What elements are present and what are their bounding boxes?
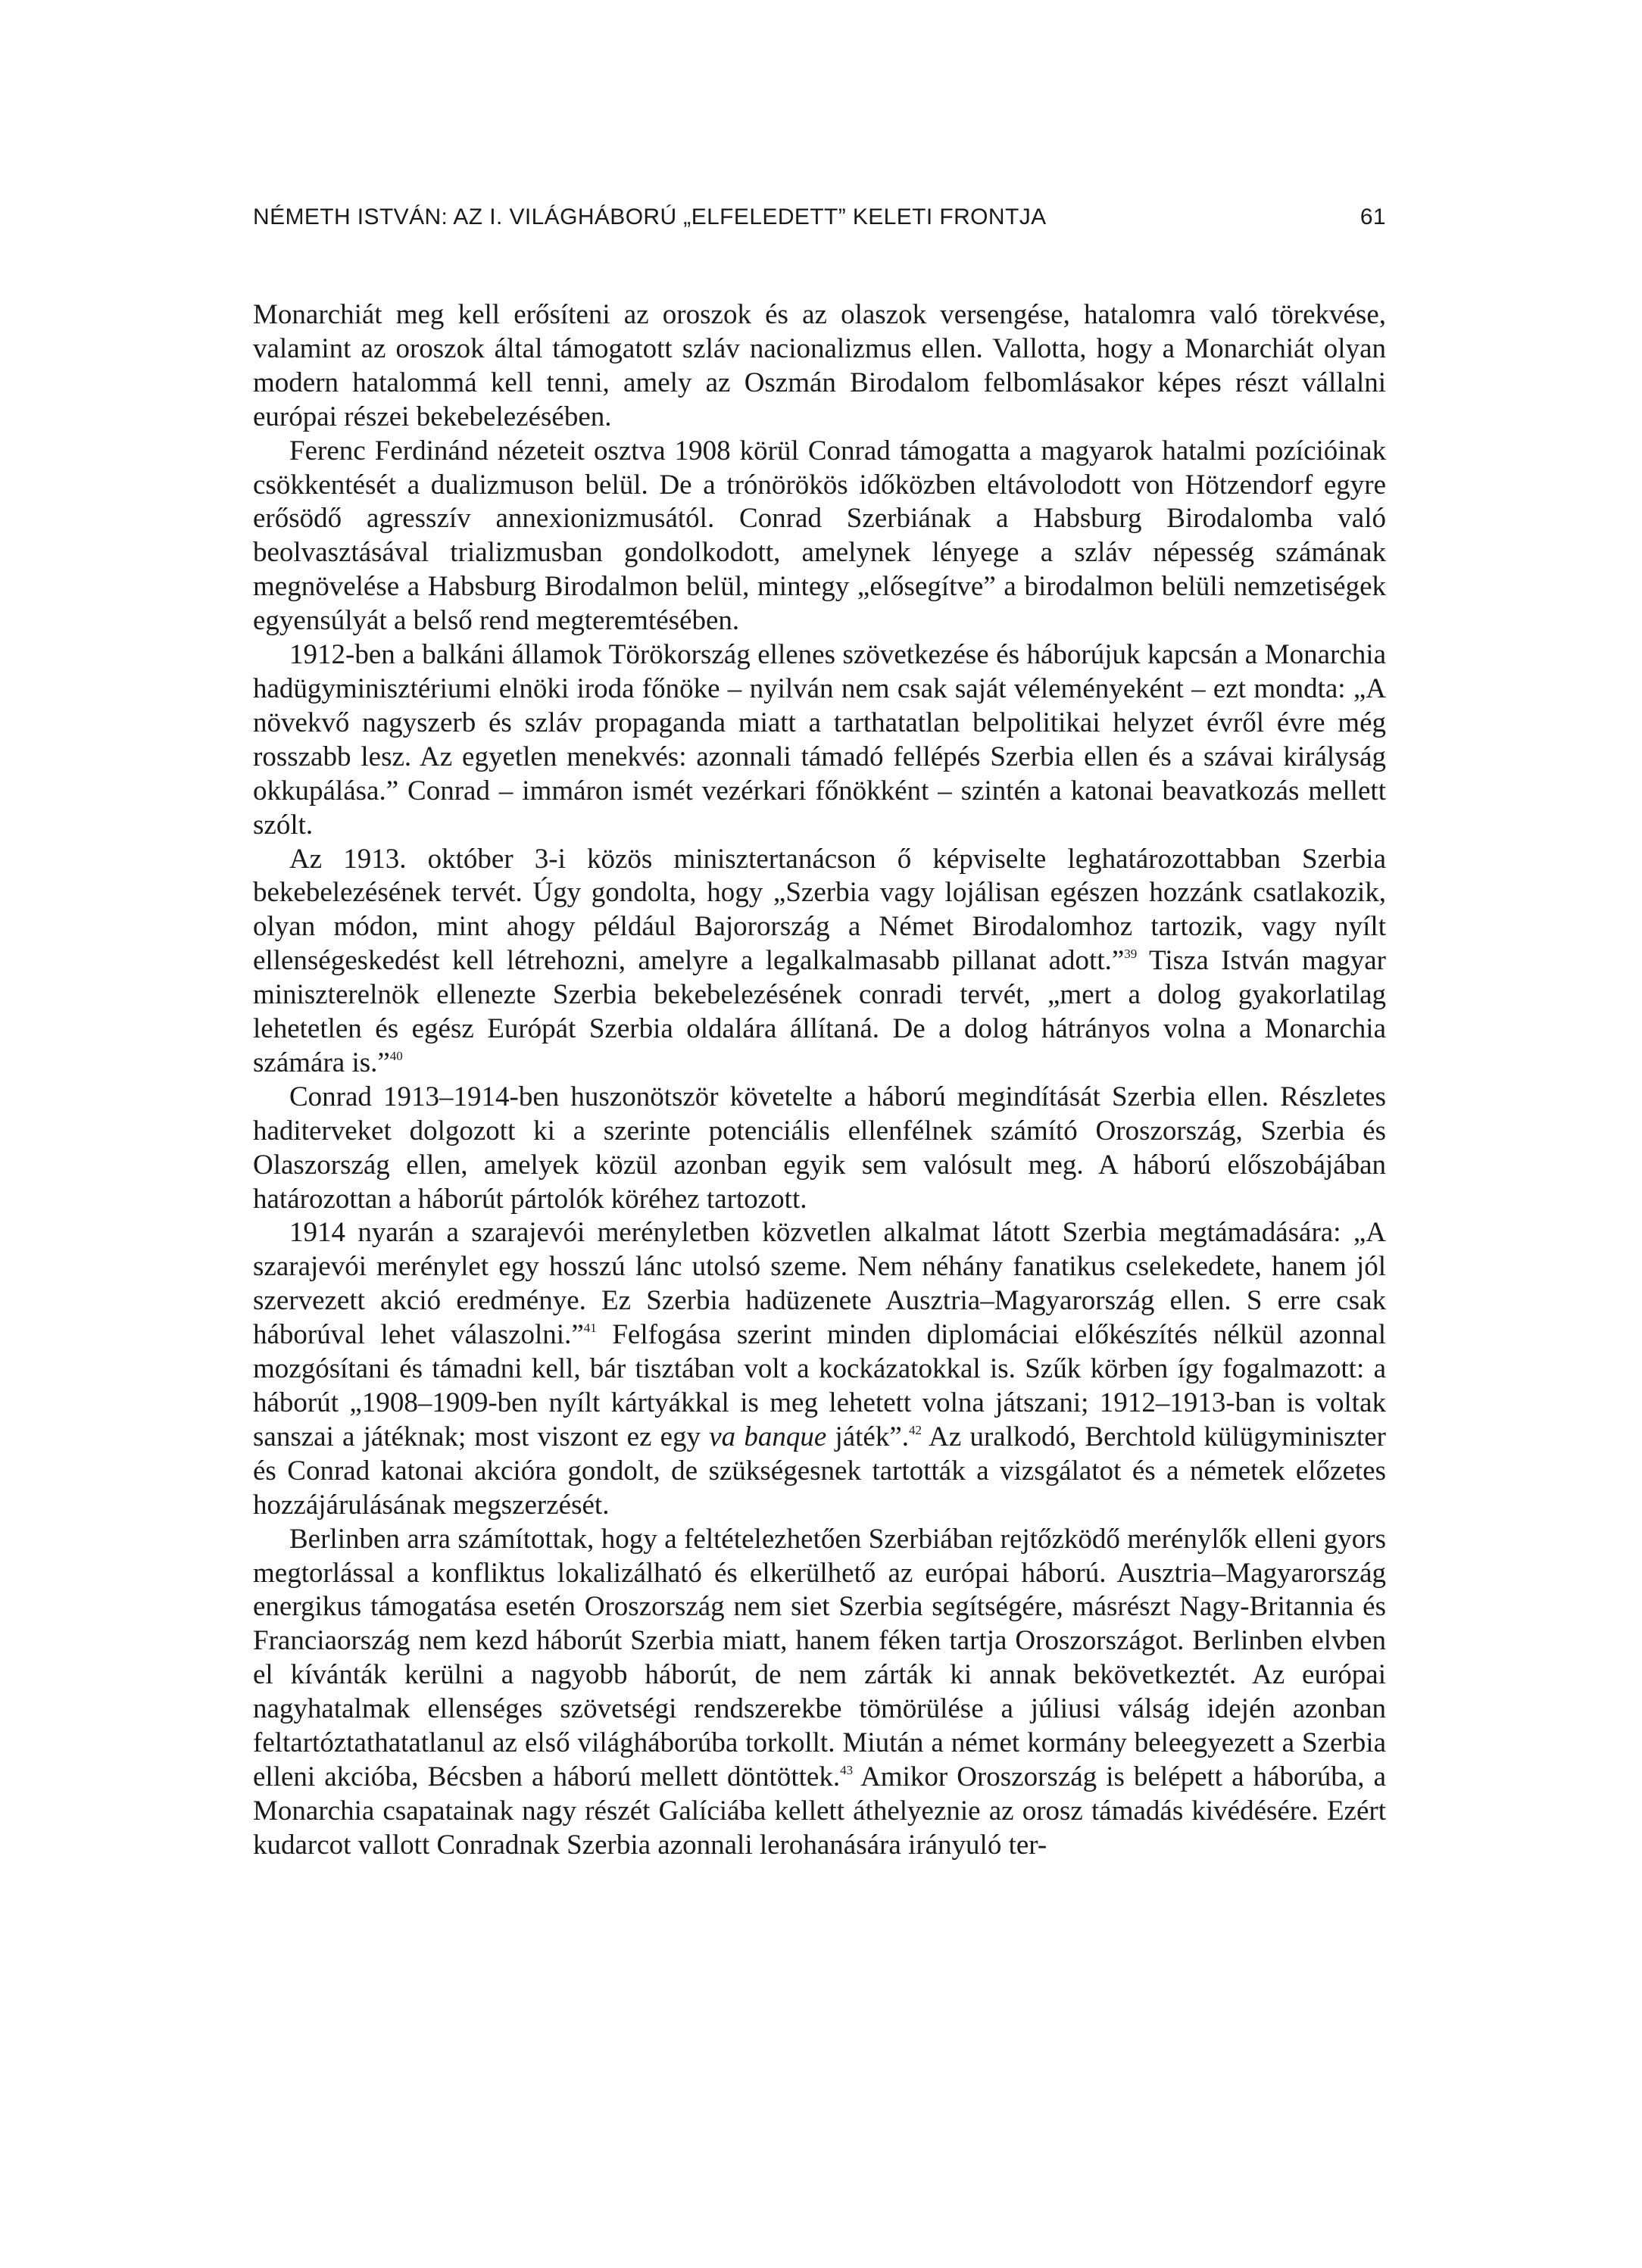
footnote-ref: 41 (583, 1321, 597, 1336)
paragraph-text: Conrad 1913–1914-ben huszonötször követelte a háború megindítását Szerbia ellen. Részletes haditerveket dolgozott ki a szerinte potenciális ellenfélnek számító Oroszország, Szerbia és Olaszország ellen, amelyek közül azonban egyik sem valósult meg. A háború előszobájában határozottan a háborút pártolók köréhez tartozott. (253, 1081, 1386, 1215)
paragraph (253, 435, 1386, 638)
paragraph-text: Ferenc Ferdinánd nézeteit osztva 1908 körül Conrad támogatta a magyarok hatalmi pozícióinak csökkentését a dualizmuson belül. De a trónörökös időközben eltávolodott von Hötzendorf egyre erősödő agresszív annexionizmusától. Conrad Szerbiának a Habsburg Birodalomba való beolvasztásával trializmusban gondolkodott, amelynek lényege a szláv népesség számának megnövelése a Habsburg Birodalmon belül, mintegy „elősegítve” a birodalmon belüli nemzetiségek egyensúlyát a belső rend megteremtésében. (253, 435, 1386, 637)
paragraph (253, 1216, 1386, 1522)
paragraph-text: Az uralkodó, Berchtold külügyminiszter és Conrad katonai akcióra gondolt, de szükségesnek tartották a vizsgálatot és a németek előzetes hozzájárulásának megszerzését. (253, 1421, 1386, 1521)
running-title: NÉMETH ISTVÁN: AZ I. VILÁGHÁBORÚ „ELFELEDETT” KELETI FRONTJA (253, 204, 1047, 229)
paragraph-text: Berlinben arra számítottak, hogy a feltételezhetően Szerbiában rejtőzködő merénylők elleni gyors megtorlással a konfliktus lokalizálható és elkerülhető az európai háború. Ausztria–Magyarország energikus támogatása esetén Oroszország nem siet Szerbia segítségére, másrészt Nagy-Britannia és Franciaország nem kezd háborút Szerbia miatt, hanem féken tartja Oroszországot. Berlinben elvben el kívánták kerülni a nagyobb háborút, de nem zárták ki annak bekövetkeztét. Az európai nagyhatalmak ellenséges szövetségi rendszerekbe tömörülése a júliusi válság idején azonban feltartóztathatatlanul az első világháborúba torkollt. Miután a német kormány beleegyezett a Szerbia elleni akcióba, Bécsben a háború mellett döntöttek. (253, 1523, 1386, 1792)
paragraph-text: játék”. (826, 1421, 910, 1452)
footnote-ref: 39 (1124, 947, 1138, 962)
footnote-ref: 43 (840, 1762, 854, 1777)
paragraph-text: Tisza István magyar miniszterelnök ellenezte Szerbia bekebelezésének conradi tervét, „mert a dolog gyakorlatilag lehetetlen és egész Európát Szerbia oldalára állítaná. De a dolog hátrányos volna a Monarchia számára is.” (253, 945, 1386, 1078)
paragraph (253, 298, 1386, 435)
paragraph (253, 1523, 1386, 1863)
page-number: 61 (1359, 204, 1386, 229)
paragraph-text: Az 1913. október 3-i közös minisztertanácson ő képviselte leghatározottabban Szerbia bekebelezésének tervét. Úgy gondolta, hogy „Szerbia vagy lojálisan egészen hozzánk csatlakozik, olyan módon, mint ahogy például Bajorország a Német Birodalomhoz tartozik, vagy nyílt ellenségeskedést kell létrehozni, amelyre a legalkalmasabb pillanat adott.” (253, 843, 1386, 977)
paragraph-text: 1912-ben a balkáni államok Törökország ellenes szövetkezése és háborújuk kapcsán a Monarchia hadügyminisztériumi elnöki iroda főnöke – nyilván nem csak saját véleményeként – ezt mondta: „A növekvő nagyszerb és szláv propaganda miatt a tarthatatlan belpolitikai helyzet évről évre még rosszabb lesz. Az egyetlen menekvés: azonnali támadó fellépés Szerbia ellen és a szávai királyság okkupálása.” Conrad – immáron ismét vezérkari főnökként – szintén a katonai beavatkozás mellett szólt. (253, 639, 1386, 841)
paragraph-text: Monarchiát meg kell erősíteni az oroszok és az olaszok versengése, hatalomra való törekvése, valamint az oroszok által támogatott szláv nacionalizmus ellen. Vallotta, hogy a Monarchiát olyan modern hatalommá kell tenni, amely az Oszmán Birodalom felbomlásakor képes részt vállalni európai részei bekebelezésében. (253, 299, 1386, 432)
footnote-ref: 40 (389, 1048, 403, 1063)
body-text (253, 298, 1386, 1863)
paragraph (253, 1081, 1386, 1217)
italic-phrase: va banque (709, 1421, 827, 1452)
paragraph (253, 638, 1386, 842)
running-header (253, 204, 1386, 238)
paragraph-text: 1914 nyarán a szarajevói merényletben közvetlen alkalmat látott Szerbia megtámadására: „A szarajevói merénylet egy hosszú lánc utolsó szeme. Nem néhány fanatikus cselekedete, hanem jól szervezett akció eredménye. Ez Szerbia hadüzenete Ausztria–Magyarország ellen. S erre csak háborúval lehet válaszolni.” (253, 1217, 1386, 1351)
paragraph (253, 843, 1386, 1081)
footnote-ref: 42 (909, 1422, 922, 1437)
paragraph-text: Felfogása szerint minden diplomáciai előkészítés nélkül azonnal mozgósítani és támadni kell, bár tisztában volt a kockázatokkal is. Szűk körben így fogalmazott: a háborút „1908–1909-ben nyílt kártyákkal is meg lehetett volna játszani; 1912–1913-ban is voltak sanszai a játéknak; most viszont ez egy (253, 1319, 1386, 1452)
paragraph-text: Amikor Oroszország is belépett a háborúba, a Monarchia csapatainak nagy részét Galíciába kellett áthelyeznie az orosz támadás kivédésére. Ezért kudarcot vallott Conradnak Szerbia azonnali lerohanására irányuló ter- (253, 1761, 1386, 1861)
